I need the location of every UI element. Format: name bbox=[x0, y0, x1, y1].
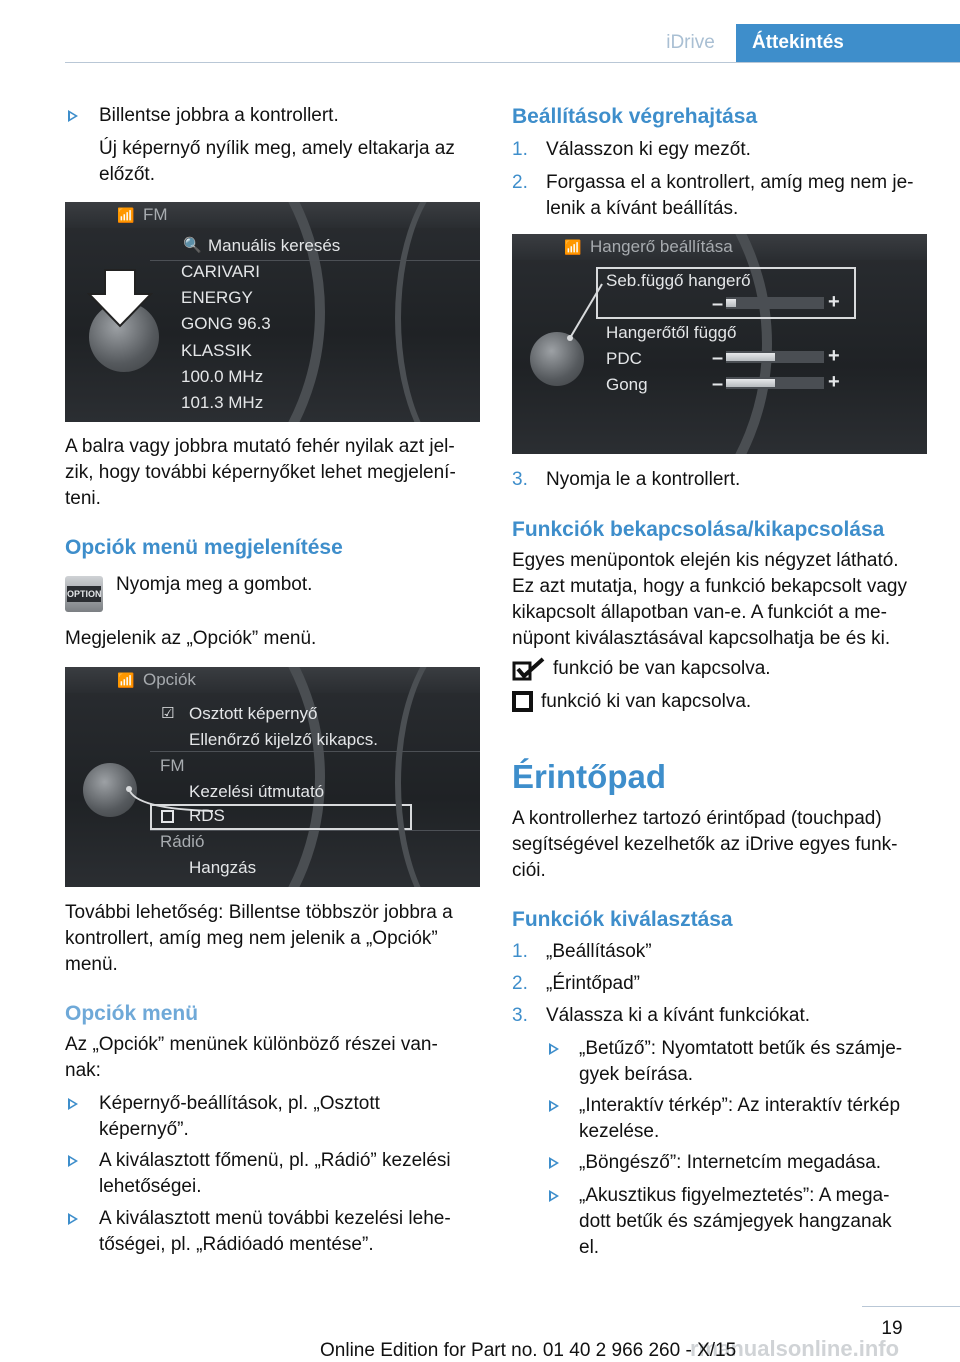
function-off-text: funkció ki van kapcsolva. bbox=[541, 691, 752, 712]
options-title: Opciók bbox=[143, 670, 196, 689]
bullet-sub-line1: Új képernyő nyílik meg, amely eltakarja az bbox=[99, 138, 455, 159]
option-button-label: OPTION bbox=[67, 586, 101, 602]
paragraph: kontrollert, amíg meg nem jelenik a „Opciók” bbox=[65, 928, 438, 949]
volume-screen-image bbox=[512, 234, 927, 454]
bullet-triangle-icon bbox=[68, 110, 78, 122]
heading-toggle-functions: Funkciók bekapcsolása/kikapcsolása bbox=[512, 518, 885, 541]
step-text: „Beállítások” bbox=[546, 941, 652, 962]
step-number: 1. bbox=[512, 941, 528, 962]
options-manual: Kezelési útmutató bbox=[189, 782, 325, 801]
search-icon: 🔍 bbox=[183, 237, 202, 254]
bullet-tilt-right: Billentse jobbra a kontrollert. bbox=[99, 105, 339, 126]
paragraph: teni. bbox=[65, 488, 101, 509]
list-item: „Akusztikus figyelmeztetés”: A mega- bbox=[579, 1185, 890, 1206]
fm-station: 100.0 MHz bbox=[181, 367, 264, 386]
options-check-display: Ellenőrző kijelző kikapcs. bbox=[189, 730, 378, 749]
volume-pdc-label: PDC bbox=[606, 349, 642, 368]
antenna-icon: 📶 bbox=[117, 672, 135, 688]
step-number: 1. bbox=[512, 139, 528, 160]
step-number: 3. bbox=[512, 469, 528, 490]
heading-touchpad: Érintőpad bbox=[512, 758, 666, 795]
options-section-radio: Rádió bbox=[160, 832, 205, 851]
fm-station: ENERGY bbox=[181, 288, 253, 307]
step-number: 2. bbox=[512, 973, 528, 994]
step-text: Válassza ki a kívánt funkciókat. bbox=[546, 1005, 811, 1026]
options-sound: Hangzás bbox=[189, 858, 257, 877]
heading-select-functions: Funkciók kiválasztása bbox=[512, 908, 733, 931]
fm-station: 101.3 MHz bbox=[181, 393, 264, 412]
header-section-idrive: iDrive bbox=[645, 28, 736, 62]
step-text: lenik a kívánt beállítás. bbox=[546, 198, 739, 219]
volume-title: Hangerő beállítása bbox=[590, 237, 733, 256]
list-item: gyek beírása. bbox=[579, 1064, 694, 1085]
step-text: Forgassa el a kontrollert, amíg meg nem je- bbox=[546, 172, 914, 193]
minus-icon: – bbox=[712, 373, 724, 395]
unchecked-box-icon bbox=[161, 810, 174, 823]
list-item: A kiválasztott főmenü, pl. „Rádió” kezelési bbox=[99, 1150, 451, 1171]
bullet-triangle-icon bbox=[68, 1155, 78, 1167]
paragraph: További lehetőség: Billentse többször jobbra a bbox=[65, 902, 453, 923]
plus-icon: + bbox=[828, 345, 840, 367]
list-item: dott betűk és számjegyek hangzanak bbox=[579, 1211, 892, 1232]
option-instruction: Nyomja meg a gombot. bbox=[116, 574, 313, 595]
bullet-triangle-icon bbox=[549, 1157, 559, 1169]
plus-icon: + bbox=[828, 371, 840, 393]
header-tab-overview: Áttekintés bbox=[736, 24, 960, 62]
list-item: „Interaktív térkép”: Az interaktív térkép bbox=[579, 1095, 901, 1116]
screen-arc-right bbox=[395, 202, 480, 422]
volume-pdc-slider bbox=[726, 351, 824, 363]
heading-settings: Beállítások végrehajtása bbox=[512, 105, 758, 128]
step-number: 2. bbox=[512, 172, 528, 193]
paragraph: nak: bbox=[65, 1060, 101, 1081]
paragraph: Megjelenik az „Opciók” menü. bbox=[65, 628, 317, 649]
bullet-triangle-icon bbox=[68, 1098, 78, 1110]
screen-arc-right bbox=[395, 667, 480, 887]
paragraph: Az „Opciók” menünek különböző részei van- bbox=[65, 1034, 438, 1055]
volume-gong-slider bbox=[726, 377, 824, 389]
option-button-icon bbox=[65, 576, 103, 612]
paragraph: Egyes menüpontok elején kis négyzet látható. bbox=[512, 550, 899, 571]
paragraph: kikapcsolt állapotban van-e. A funkciót a me- bbox=[512, 602, 887, 623]
paragraph: menü. bbox=[65, 954, 118, 975]
paragraph: nüpont kiválasztásával kapcsolhatja be és ki. bbox=[512, 628, 891, 649]
paragraph: A balra vagy jobbra mutató fehér nyilak azt jel- bbox=[65, 436, 455, 457]
list-item: képernyő”. bbox=[99, 1119, 189, 1140]
options-rds: RDS bbox=[189, 806, 225, 825]
fm-screen-image bbox=[65, 202, 480, 422]
list-item: „Böngésző”: Internetcím megadása. bbox=[579, 1152, 882, 1173]
list-item: tőségei, pl. „Rádióadó mentése”. bbox=[99, 1234, 374, 1255]
bullet-triangle-icon bbox=[68, 1213, 78, 1225]
step-number: 3. bbox=[512, 1005, 528, 1026]
step-text: Válasszon ki egy mezőt. bbox=[546, 139, 751, 160]
plus-icon: + bbox=[828, 291, 840, 313]
paragraph: ciói. bbox=[512, 860, 546, 881]
options-split-screen: Osztott képernyő bbox=[189, 704, 318, 723]
paragraph: A kontrollerhez tartozó érintőpad (touchpad) bbox=[512, 808, 882, 829]
paragraph: Ez azt mutatja, hogy a funkció bekapcsolt vagy bbox=[512, 576, 907, 597]
volume-dependent-label: Hangerőtől függő bbox=[606, 323, 737, 342]
antenna-icon: 📶 bbox=[564, 239, 582, 255]
list-item: lehetőségei. bbox=[99, 1176, 202, 1197]
list-item: kezelése. bbox=[579, 1121, 660, 1142]
antenna-icon: 📶 bbox=[117, 207, 135, 223]
bullet-sub-line2: előzőt. bbox=[99, 164, 155, 185]
heading-options-menu: Opciók menü bbox=[65, 1002, 199, 1025]
bullet-triangle-icon bbox=[549, 1190, 559, 1202]
footer-edition: Online Edition for Part no. 01 40 2 966 260 - X/15 bbox=[320, 1340, 737, 1361]
fm-station: KLASSIK bbox=[181, 341, 252, 360]
unchecked-box-icon bbox=[512, 691, 534, 713]
footer-rule bbox=[862, 1306, 960, 1307]
fm-station: GONG 96.3 bbox=[181, 314, 271, 333]
volume-speed-label: Seb.függő hangerő bbox=[606, 271, 751, 290]
checked-box-icon: ☑ bbox=[161, 705, 175, 722]
list-item: Képernyő-beállítások, pl. „Osztott bbox=[99, 1093, 380, 1114]
fm-title: FM bbox=[143, 205, 168, 224]
list-item: „Betűző”: Nyomtatott betűk és számje- bbox=[579, 1038, 903, 1059]
fm-search: Manuális keresés bbox=[208, 236, 341, 255]
step-text: Nyomja le a kontrollert. bbox=[546, 469, 741, 490]
list-item: el. bbox=[579, 1237, 600, 1258]
paragraph: segítségével kezelhetők az iDrive egyes funk- bbox=[512, 834, 898, 855]
volume-gong-label: Gong bbox=[606, 375, 648, 394]
minus-icon: – bbox=[712, 293, 724, 315]
step-text: „Érintőpad” bbox=[546, 973, 640, 994]
options-section-fm: FM bbox=[160, 756, 185, 775]
options-screen-image bbox=[65, 667, 480, 887]
watermark: rmanualsonline.info bbox=[690, 1336, 900, 1361]
page-number: 19 bbox=[881, 1318, 903, 1339]
down-arrow-icon bbox=[87, 268, 153, 328]
header-rule bbox=[65, 62, 960, 63]
function-on-text: funkció be van kapcsolva. bbox=[553, 658, 771, 679]
list-item: A kiválasztott menü további kezelési lehe- bbox=[99, 1208, 451, 1229]
fm-station: CARIVARI bbox=[181, 262, 261, 281]
minus-icon: – bbox=[712, 347, 724, 369]
paragraph: zik, hogy további képernyőket lehet megjelení- bbox=[65, 462, 456, 483]
heading-show-options: Opciók menü megjelenítése bbox=[65, 536, 343, 559]
volume-speed-slider bbox=[726, 297, 824, 309]
bullet-triangle-icon bbox=[549, 1043, 559, 1055]
checked-box-icon bbox=[512, 657, 546, 681]
bullet-triangle-icon bbox=[549, 1100, 559, 1112]
